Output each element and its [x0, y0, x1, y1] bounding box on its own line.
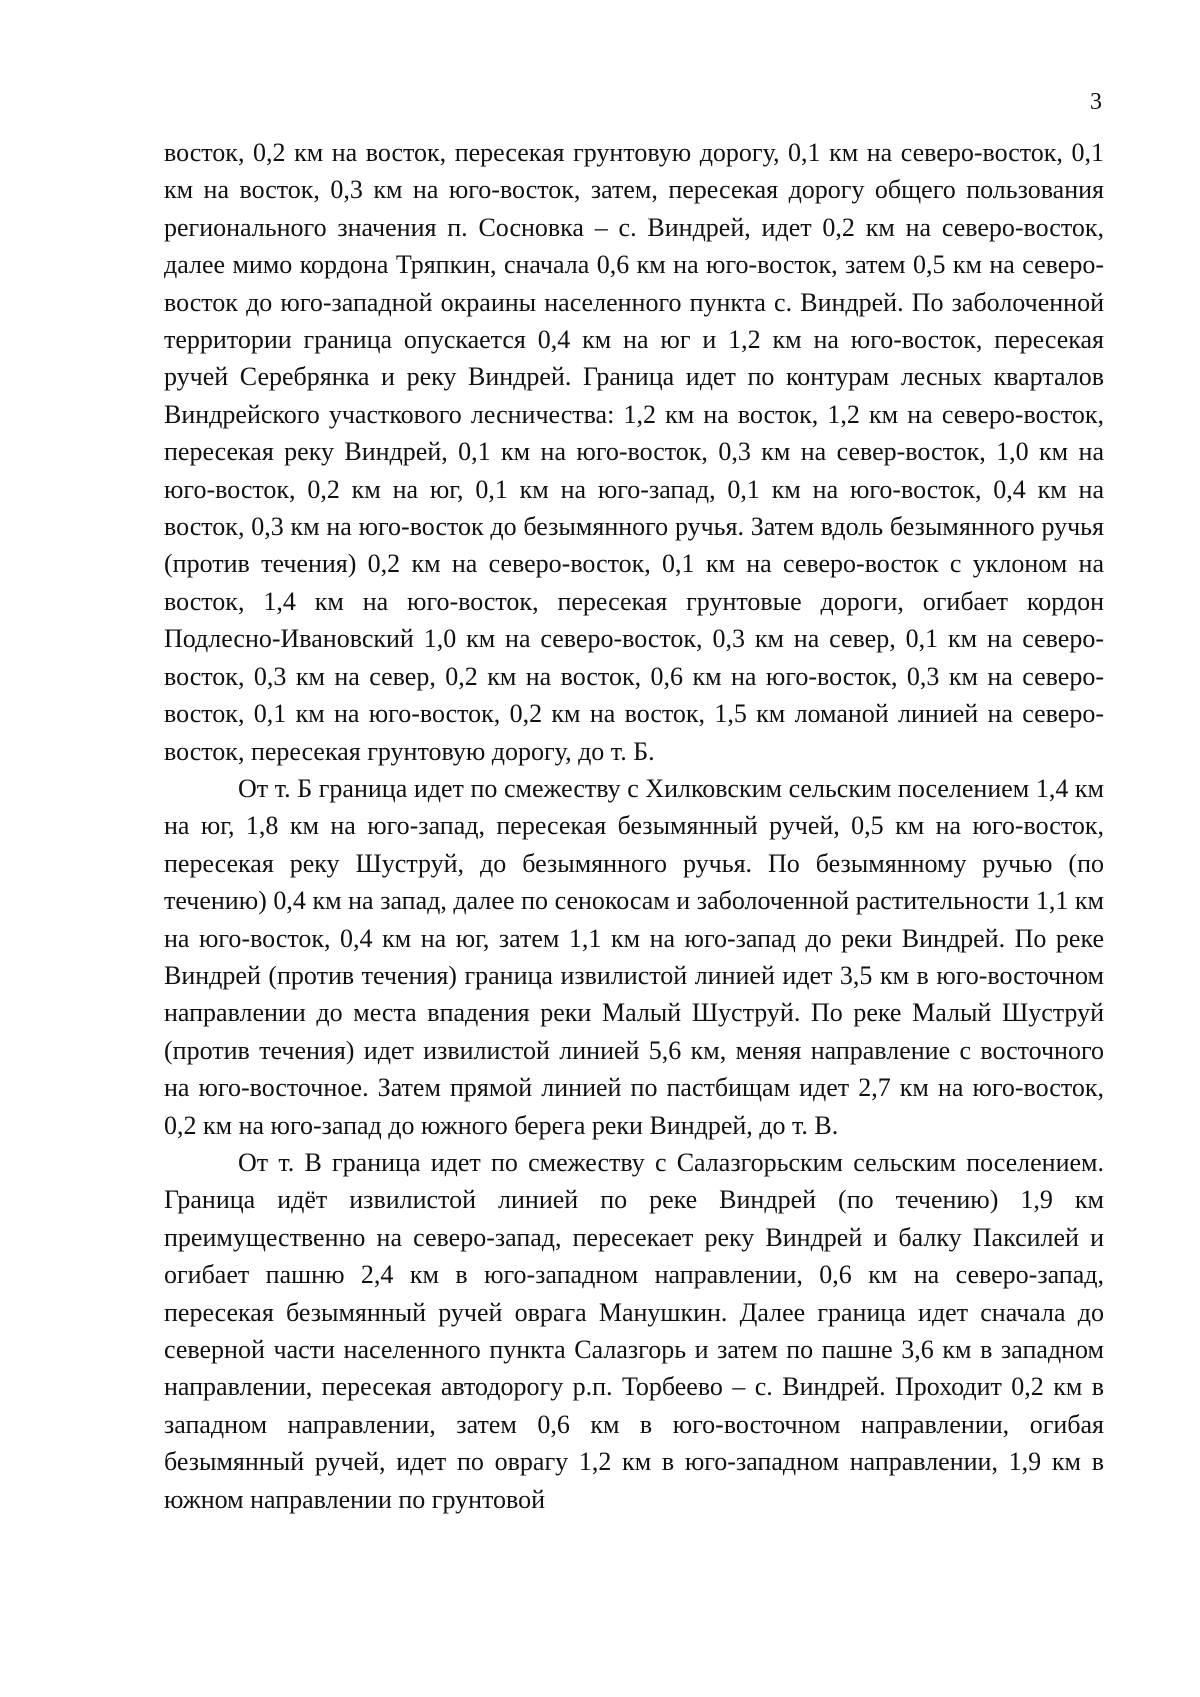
paragraph-continuation: восток, 0,2 км на восток, пересекая грунтовую дорогу, 0,1 км на северо-восток, 0,1 км на восток, 0,3 км на юго-восток, затем, пересекая дорогу общего пользования регионального значения п. Сосновка – с. Виндрей, идет 0,2 км на северо-восток, далее мимо кордона Тряпкин, сначала 0,6 км на юго-восток, затем 0,5 км на северо-восток до юго-западной окраины населенного пункта с. Виндрей. По заболоченной территории граница опускается 0,4 км на юг и 1,2 км на юго-восток, пересекая ручей Серебрянка и реку Виндрей. Граница идет по контурам лесных кварталов Виндрейского участкового лесничества: 1,2 км на восток, 1,2 км на северо-восток, пересекая реку Виндрей, 0,1 км на юго-восток, 0,3 км на север-восток, 1,0 км на юго-восток, 0,2 км на юг, 0,1 км на юго-запад, 0,1 км на юго-восток, 0,4 км на восток, 0,3 км на юго-восток до безымянного ручья. Затем вдоль безымянного ручья (против течения) 0,2 км на северо-восток, 0,1 км на северо-восток с уклоном на восток, 1,4 км на юго-восток, пересекая грунтовые дороги, огибает кордон Подлесно-Ивановский 1,0 км на северо-восток, 0,3 км на север, 0,1 км на северо-восток, 0,3 км на север, 0,2 км на восток, 0,6 км на юго-восток, 0,3 км на северо-восток, 0,1 км на юго-восток, 0,2 км на восток, 1,5 км ломаной линией на северо-восток, пересекая грунтовую дорогу, до т. Б. — [164, 138, 1104, 766]
paragraph-point-v: От т. В граница идет по смежеству с Салазгорьским сельским поселением. Граница идёт извилистой линией по реке Виндрей (по течению) 1,9 км преимущественно на северо-запад, пересекает реку Виндрей и балку Паксилей и огибает пашню 2,4 км в юго-западном направлении, 0,6 км на северо-запад, пересекая безымянный ручей оврага Манушкин. Далее граница идет сначала до северной части населенного пункта Салазгорь и затем по пашне 3,6 км в западном направлении, пересекая автодорогу р.п. Торбеево – с. Виндрей. Проходит 0,2 км в западном направлении, затем 0,6 км в юго-восточном направлении, огибая безымянный ручей, идет по оврагу 1,2 км в юго-западном направлении, 1,9 км в южном направлении по грунтовой — [164, 1147, 1104, 1514]
paragraph-point-b: От т. Б граница идет по смежеству с Хилковским сельским поселением 1,4 км на юг, 1,8 км на юго-запад, пересекая безымянный ручей, 0,5 км на юго-восток, пересекая реку Шуструй, до безымянного ручья. По безымянному ручью (по течению) 0,4 км на запад, далее по сенокосам и заболоченной растительности 1,1 км на юго-восток, 0,4 км на юг, затем 1,1 км на юго-запад до реки Виндрей. По реке Виндрей (против течения) граница извилистой линией идет 3,5 км в юго-восточном направлении до места впадения реки Малый Шуструй. По реке Малый Шуструй (против течения) идет извилистой линией 5,6 км, меняя направление с восточного на юго-восточное. Затем прямой линией по пастбищам идет 2,7 км на юго-восток, 0,2 км на юго-запад до южного берега реки Виндрей, до т. В. — [164, 773, 1104, 1140]
body-text — [164, 134, 1104, 1518]
page-number: 3 — [1090, 89, 1102, 115]
